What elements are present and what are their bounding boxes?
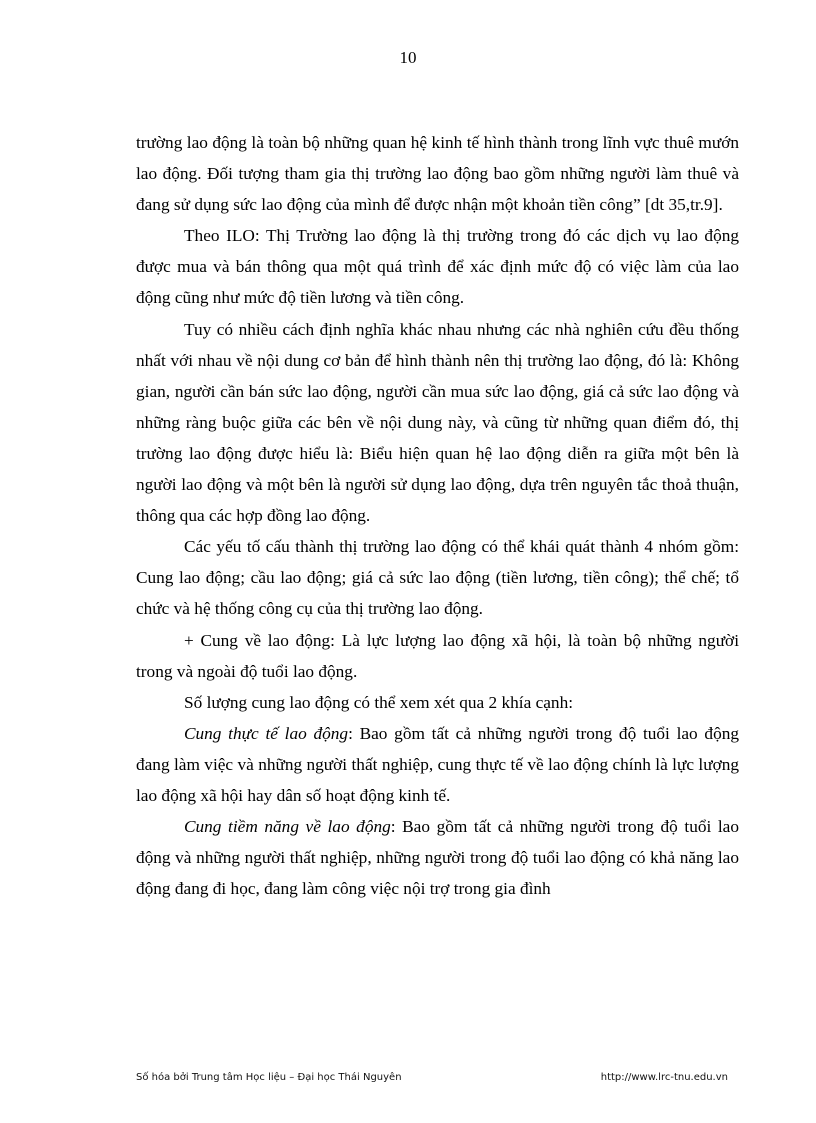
paragraph-6: Số lượng cung lao động có thể xem xét qua 2 khía cạnh: (184, 692, 574, 712)
page-footer (136, 1072, 728, 1083)
paragraph-1: trường lao động là toàn bộ những quan hệ kinh tế hình thành trong lĩnh vực thuê mướn lao động. Đối tượng tham gia thị trường lao động bao gồm những người làm thuê và đang sử dụng sức lao động của mình để được nhận một khoản tiền công” [dt 35,tr.9]. (136, 133, 739, 215)
footer-url: http://www.lrc-tnu.edu.vn (600, 1072, 728, 1083)
footer-credit: Số hóa bởi Trung tâm Học liệu – Đại học Thái Nguyên (136, 1072, 402, 1083)
page-number: 10 (399, 48, 417, 67)
paragraph-7 (136, 718, 739, 811)
paragraph-3: Tuy có nhiều cách định nghĩa khác nhau nhưng các nhà nghiên cứu đều thống nhất với nhau về nội dung cơ bản để hình thành nên thị trường lao động, đó là: Không gian, người cần bán sức lao động, người cần mua sức lao động, giá cả sức lao động và những ràng buộc giữa các bên về nội dung này, và cũng từ những quan điểm đó, thị trường lao động được hiểu là: Biểu hiện quan hệ lao động diễn ra giữa một bên là người lao động và một bên là người sử dụng lao động, dựa trên nguyên tắc thoả thuận, thông qua các hợp đồng lao động. (136, 319, 739, 526)
body-text (136, 127, 739, 904)
paragraph-2: Theo ILO: Thị Trường lao động là thị trường trong đó các dịch vụ lao động được mua và bán thông qua một quá trình để xác định mức độ có việc làm của lao động cũng như mức độ tiền lương và tiền công. (136, 226, 739, 308)
paragraph-4: Các yếu tố cấu thành thị trường lao động có thể khái quát thành 4 nhóm gồm: Cung lao động; cầu lao động; giá cả sức lao động (tiền lương, tiền công); thể chế; tổ chức và hệ thống công cụ của thị trường lao động. (136, 537, 739, 619)
paragraph-8 (136, 811, 739, 904)
term-actual-supply: Cung thực tế lao động (184, 723, 349, 743)
term-potential-supply: Cung tiềm năng về lao động (184, 817, 391, 837)
paragraph-8-text: : Bao gồm tất cả những người trong độ tuổi lao động và những người thất nghiệp, những người trong độ tuổi lao động có khả năng lao động đang đi học, đang làm công việc nội trợ trong gia đình (136, 817, 739, 899)
paragraph-7-text: : Bao gồm tất cả những người trong độ tuổi lao động đang làm việc và những người thất nghiệp, cung thực tế về lao động chính là lực lượng lao động xã hội hay dân số hoạt động kinh tế. (136, 723, 739, 805)
paragraph-5: + Cung về lao động: Là lực lượng lao động xã hội, là toàn bộ những người trong và ngoài độ tuổi lao động. (136, 630, 739, 681)
